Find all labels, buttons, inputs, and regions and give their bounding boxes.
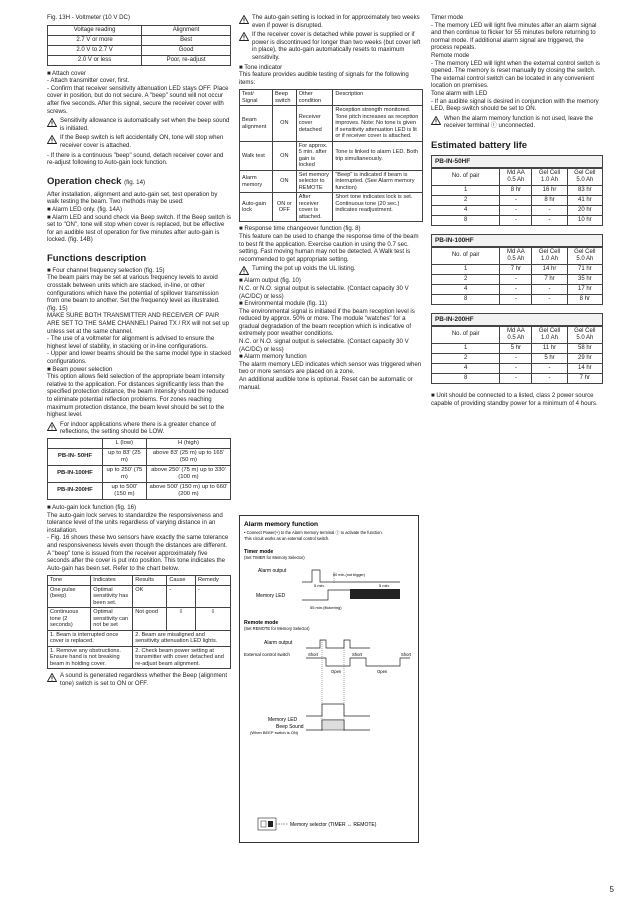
flicker-block bbox=[350, 589, 400, 599]
table-cell: ON or OFF bbox=[272, 193, 296, 222]
table-row bbox=[432, 294, 603, 304]
table-cell: 1 bbox=[432, 264, 500, 274]
table-row bbox=[48, 465, 231, 482]
table-row bbox=[48, 585, 231, 608]
table-header: Gel Cell 1.0 Ah bbox=[532, 168, 567, 185]
frequency-note-1: - The use of a voltmeter for alignment is advised to ensure the highest level of stability, in stacking or in-line configurations. bbox=[47, 335, 215, 350]
table-row bbox=[240, 106, 423, 142]
table-cell: - bbox=[500, 353, 532, 363]
warning-icon bbox=[47, 422, 57, 431]
table-cell: 14 hr bbox=[532, 264, 567, 274]
alarm-output-label-2: Alarm output bbox=[264, 640, 293, 646]
table-cell: 1. Beam is interrupted once cover is replaced. bbox=[48, 630, 133, 646]
beep-label: Beep Sound bbox=[276, 724, 304, 730]
table-header: Remedy bbox=[195, 576, 230, 586]
table-row bbox=[240, 170, 423, 193]
table-header: Other condition bbox=[296, 90, 333, 106]
table-cell: 83 hr bbox=[567, 185, 602, 195]
battery-note: ■ Unit should be connected to a listed, class 2 power source capable of providing standby power for a minimum of 4 hours. bbox=[431, 391, 598, 407]
table-cell: 8 bbox=[432, 373, 500, 383]
warning-text: If the Beep switch is left accidentally ON, tone will stop when receiver cover is attached. bbox=[60, 134, 224, 149]
table-cell: above 500' (150 m) up to 660' (200 m) bbox=[146, 482, 230, 499]
table-header: Results bbox=[133, 576, 167, 586]
alarm-output-text: N.C. or N.O. signal output is selectable. (Contact capacity 30 V (AC/DC) or less) bbox=[239, 284, 409, 300]
table-row bbox=[432, 284, 603, 294]
memory-led-trace-2 bbox=[306, 704, 370, 716]
table-cell: 8 bbox=[432, 294, 500, 304]
t55-label: 55 min.(flickering) bbox=[310, 605, 342, 610]
table-row bbox=[432, 274, 603, 284]
table-cell: 8 hr bbox=[567, 294, 602, 304]
operation-check-heading bbox=[47, 176, 231, 188]
timer-mode-sub: (Set TIMER for Memory Selector) bbox=[244, 555, 305, 560]
page-number: 5 bbox=[609, 885, 614, 894]
table-cell: 11 hr bbox=[532, 343, 567, 353]
frequency-caps: MAKE SURE BOTH TRANSMITTER AND RECEIVER OF PAIR ARE SET TO THE SAME CHANNEL! Paired TX / RX will not set up unless set at the same channel. bbox=[47, 312, 229, 335]
short-1: Short bbox=[308, 652, 319, 657]
table-row bbox=[48, 482, 231, 499]
battery-table-title: PB-IN-100HF bbox=[431, 234, 603, 247]
table-header: Gel Cell 5.0 Ah bbox=[567, 247, 602, 264]
table-cell: 35 hr bbox=[567, 274, 602, 284]
t5b-label: 5 min. bbox=[379, 583, 390, 588]
alarm-output-trace-2 bbox=[306, 640, 370, 648]
warning-icon bbox=[47, 118, 57, 127]
table-cell: 2.0 V to 2.7 V bbox=[48, 45, 142, 55]
table-row bbox=[48, 608, 231, 631]
table-cell: up to 83' (25 m) bbox=[102, 448, 146, 465]
timer-mode-heading: Timer mode bbox=[431, 14, 464, 21]
warning-note bbox=[47, 117, 231, 132]
table-row bbox=[432, 363, 603, 373]
warning-text: A sound is generated regardless whether the Beep (alignment tone) switch is set to ON or OFF. bbox=[60, 672, 228, 687]
timer-mode-text: - The memory LED will light five minutes after an alarm signal and then continue to flicker for 55 minutes before returning to normal mode. If additional alarm signal are triggered, the process repeats. bbox=[431, 21, 597, 52]
warning-text: The auto-gain setting is locked in for approximately two weeks even if power is disrupted. bbox=[252, 14, 420, 29]
alarm-output-label: Alarm output bbox=[258, 568, 287, 574]
external-switch-trace bbox=[306, 658, 410, 666]
table-cell: Good bbox=[142, 45, 231, 55]
table-header: No. of pair bbox=[432, 168, 500, 185]
frequency-text: The beam pairs may be set at various frequency levels to avoid crosstalk between units which are stacked, in-line, or other configurations which have the potential of spillover transmission from one beam to another. Set the frequency level as illustrated. (fig. 15) bbox=[47, 274, 220, 312]
diagram-title: Alarm memory function bbox=[244, 521, 319, 528]
warning-icon bbox=[431, 116, 441, 125]
table-cell: - bbox=[532, 284, 567, 294]
table-cell: 2. Check beam power setting at transmitter with cover detached and re-adjust beam alignment. bbox=[133, 646, 231, 669]
table-cell: - bbox=[532, 294, 567, 304]
table-header: No. of pair bbox=[432, 326, 500, 343]
heading-fig-ref: (fig. 14) bbox=[124, 178, 146, 186]
table-header: Gel Cell 1.0 Ah bbox=[532, 247, 567, 264]
warning-text: Turning the pot up voids the UL listing. bbox=[252, 265, 356, 273]
table-cell: 4 bbox=[432, 363, 500, 373]
table-row bbox=[240, 141, 423, 170]
table-cell: - bbox=[532, 363, 567, 373]
warning-text: For indoor applications where there is a greater chance of reflections, the setting should be LOW. bbox=[60, 420, 216, 436]
alarm-memory-bullet: ■ Alarm memory function bbox=[239, 353, 307, 361]
table-cell: Best bbox=[142, 35, 231, 45]
table-header: H (high) bbox=[146, 438, 230, 448]
table-header: Description bbox=[333, 90, 423, 106]
table-cell: 14 hr bbox=[567, 363, 602, 373]
heading-text: Operation check bbox=[47, 175, 122, 187]
environmental-bullet: ■ Environmental module (fig. 11) bbox=[239, 300, 327, 308]
remote-mode-label: Remote mode bbox=[244, 620, 279, 626]
table-cell: Poor, re-adjust bbox=[142, 55, 231, 65]
table-row bbox=[48, 646, 231, 669]
table-header: Gel Cell 5.0 Ah bbox=[567, 168, 602, 185]
alarm-memory-diagram bbox=[239, 515, 419, 843]
table-cell: - bbox=[500, 284, 532, 294]
diagram-note-2: This circuit works as an external control switch. bbox=[244, 536, 330, 541]
table-header: Indicates bbox=[91, 576, 133, 586]
table-cell: 2 bbox=[432, 274, 500, 284]
memory-led-label: Memory LED bbox=[256, 593, 286, 599]
memory-selector-label: Memory selector (TIMER ↔ REMOTE) bbox=[290, 822, 377, 828]
table-cell: - bbox=[500, 373, 532, 383]
table-row bbox=[432, 373, 603, 383]
battery-table-200hf bbox=[431, 326, 603, 384]
table-row bbox=[432, 215, 603, 225]
warning-icon bbox=[239, 15, 249, 24]
fig13-caption: Fig. 13H - Voltmeter (10 V DC) bbox=[47, 14, 130, 21]
warning-icon bbox=[47, 673, 57, 682]
table-cell: 2. Beam are misaligned and sensitivity attenuation LED lights. bbox=[133, 630, 231, 646]
table-cell: above 83' (25 m) up to 165' (50 m) bbox=[146, 448, 230, 465]
table-cell: Reception strength monitored. Tone pitch increases as reception improves. Note: No tone is given if sensitivity attenuation LED is lit or if receiver cover is attached. bbox=[333, 106, 423, 142]
table-cell: 1 bbox=[432, 185, 500, 195]
table-row bbox=[48, 55, 231, 65]
tone-indicator-bullet: ■ Tone indicator bbox=[239, 63, 283, 71]
auto-gain-note: - Fig. 16 shows these two sensors have exactly the same tolerance and responsiveness levels even though the distances are different. bbox=[47, 534, 229, 549]
table-cell: - bbox=[500, 274, 532, 284]
table-header: Md AA 0.5 Ah bbox=[500, 326, 532, 343]
table-row bbox=[432, 353, 603, 363]
response-bullet: ■ Response time changeover function (fig. 8) bbox=[239, 225, 361, 233]
alarm-output-bullet: ■ Alarm output (fig. 10) bbox=[239, 277, 301, 285]
table-header: Tone bbox=[48, 576, 91, 586]
table-cell: - bbox=[500, 215, 532, 225]
table-header: No. of pair bbox=[432, 247, 500, 264]
table-cell: 2.0 V or less bbox=[48, 55, 142, 65]
warning-note bbox=[239, 31, 423, 61]
table-row bbox=[48, 35, 231, 45]
voltage-table bbox=[47, 25, 231, 66]
table-row bbox=[432, 264, 603, 274]
timer-mode-label: Timer mode bbox=[244, 549, 274, 555]
warning-icon bbox=[239, 32, 249, 41]
tone-alarm-text: - If an audible signal is desired in conjunction with the memory LED, Beep switch should be set to ON. bbox=[431, 97, 599, 113]
short-3: Short bbox=[401, 652, 412, 657]
table-cell: 71 hr bbox=[567, 264, 602, 274]
auto-gain-text: The auto-gain lock serves to standardize the responsiveness and tolerance level of the units regardless of varying distance in an installation. bbox=[47, 511, 223, 534]
table-cell: 4 bbox=[432, 284, 500, 294]
table-header: Gel Cell 1.0 Ah bbox=[532, 326, 567, 343]
table-cell: Short tone indicates lock is set. Continuous tone (20 sec.) indicates readjustment. bbox=[333, 193, 423, 222]
table-row bbox=[432, 205, 603, 215]
warning-icon bbox=[47, 135, 57, 144]
table-cell: 41 hr bbox=[567, 195, 602, 205]
table-header: Beep switch bbox=[272, 90, 296, 106]
table-cell: PB-IN- 50HF bbox=[48, 448, 103, 465]
table-cell: - bbox=[532, 215, 567, 225]
t5a-label: 5 min. bbox=[314, 583, 325, 588]
voltage-header: Voltage reading bbox=[48, 25, 142, 35]
open-1: Open bbox=[331, 669, 342, 674]
table-cell: Beam alignment bbox=[240, 106, 273, 142]
table-cell: Tone is linked to alarm LED. Both trip simultaneously. bbox=[333, 141, 423, 170]
table-cell: - bbox=[167, 585, 196, 608]
table-cell: ⇩ bbox=[167, 608, 196, 631]
warning-text: Sensitivity allowance is automatically set when the beep sound is initiated. bbox=[60, 117, 230, 132]
table-cell: 2.7 V or more bbox=[48, 35, 142, 45]
environmental-text-2: N.C. or N.O. signal output is selectable. (Contact capacity 30 V (AC/DC) or less) bbox=[239, 338, 409, 353]
table-cell: For approx. 5 min. after gain is locked bbox=[296, 141, 333, 170]
column-3 bbox=[431, 14, 603, 407]
table-cell: 8 hr bbox=[500, 185, 532, 195]
external-switch-label: External control switch bbox=[244, 652, 290, 657]
warning-note bbox=[239, 265, 423, 275]
environmental-text: The environmental signal is initiated if the beam reception level is reduced by approx. 50% or more. The module "watches" for a gradual degradation of the beam reception which is indicative of extremely poor weather conditions. bbox=[239, 307, 415, 338]
warning-note bbox=[239, 14, 423, 29]
table-cell: 8 hr bbox=[532, 195, 567, 205]
battery-table-title: PB-IN-200HF bbox=[431, 313, 603, 326]
remote-mode-heading: Remote mode bbox=[431, 51, 470, 59]
battery-table-title: PB-IN-50HF bbox=[431, 155, 603, 168]
memory-selector-switch bbox=[258, 818, 276, 830]
tone-alarm-heading: Tone alarm with LED bbox=[431, 89, 488, 97]
table-cell: 5 hr bbox=[532, 353, 567, 363]
warning-text: If the receiver cover is detached while power is supplied or if power is discontinued for longer than two weeks (but cover left in place), the auto-gain automatically resets to maximum sensitivity. bbox=[252, 31, 421, 61]
table-header: Md AA 0.5 Ah bbox=[500, 247, 532, 264]
battery-table-50hf bbox=[431, 168, 603, 226]
t60-label: 60 min.(not trigger) bbox=[333, 573, 366, 577]
table-cell: - bbox=[195, 585, 230, 608]
table-cell: Receiver cover detached bbox=[296, 106, 333, 142]
attach-step-1: - Attach transmitter cover, first. bbox=[47, 77, 130, 85]
table-cell: - bbox=[500, 205, 532, 215]
warning-icon bbox=[239, 266, 249, 275]
table-row bbox=[432, 185, 603, 195]
warning-note bbox=[431, 115, 603, 130]
table-header: L (low) bbox=[102, 438, 146, 448]
table-cell: Set memory selector to REMOTE bbox=[296, 170, 333, 193]
operation-text: After installation, alignment and auto-gain set, test operation by walk testing the beam. Two methods may be used: bbox=[47, 190, 218, 206]
table-cell: - bbox=[532, 373, 567, 383]
table-row bbox=[432, 195, 603, 205]
table-cell: ON bbox=[272, 141, 296, 170]
table-header: Gel Cell 5.0 Ah bbox=[567, 326, 602, 343]
table-cell: 1. Remove any obstructions. Ensure hand is not breaking beam in holding cover. bbox=[48, 646, 133, 669]
warning-text: When the alarm memory function is not used, leave the receiver terminal ⓣ unconnected. bbox=[444, 114, 594, 130]
frequency-bullet: ■ Four channel frequency selection (fig. 15) bbox=[47, 266, 165, 274]
timing-diagram bbox=[240, 516, 420, 844]
table-row bbox=[48, 45, 231, 55]
table-cell: 20 hr bbox=[567, 205, 602, 215]
table-cell: 29 hr bbox=[567, 353, 602, 363]
column-2 bbox=[239, 14, 423, 391]
table-cell: 58 hr bbox=[567, 343, 602, 353]
table-row bbox=[48, 448, 231, 465]
table-header bbox=[48, 438, 103, 448]
tone-table bbox=[47, 575, 231, 669]
table-cell: PB-IN-200HF bbox=[48, 482, 103, 499]
table-cell: above 250' (75 m) up to 330' (100 m) bbox=[146, 465, 230, 482]
table-row bbox=[240, 193, 423, 222]
table-cell: 2 bbox=[432, 195, 500, 205]
battery-table-100hf bbox=[431, 247, 603, 305]
tone-indicator-text: This feature provides audible testing of signals for the following items: bbox=[239, 71, 409, 86]
beam-power-bullet: ■ Beam power selection bbox=[47, 365, 113, 373]
table-cell: up to 250' (75 m) bbox=[102, 465, 146, 482]
table-cell: 16 hr bbox=[532, 185, 567, 195]
table-cell: After receiver cover is attached. bbox=[296, 193, 333, 222]
table-cell: One pulse (beep) bbox=[48, 585, 91, 608]
functions-heading: Functions description bbox=[47, 252, 147, 264]
table-header: Cause bbox=[167, 576, 196, 586]
attach-cover-bullet: ■ Attach cover bbox=[47, 69, 86, 77]
alarm-memory-text: The alarm memory LED indicates which sensor was triggered when two or more sensors are placed on a zone. bbox=[239, 360, 422, 376]
table-cell: Not good bbox=[133, 608, 167, 631]
remote-mode-sub: (Set REMOTE for Memory Selector) bbox=[244, 626, 310, 631]
operation-bullet-1: ■ Alarm LED only. (fig. 14A) bbox=[47, 205, 123, 213]
table-cell: "Beep" is indicated if beam is interrupted. (See Alarm memory function) bbox=[333, 170, 423, 193]
attach-step-3: - If there is a continuous "beep" sound, detach receiver cover and re-adjust following to Auto-gain lock function. bbox=[47, 151, 224, 167]
alignment-header: Alignment bbox=[142, 25, 231, 35]
table-cell: 7 hr bbox=[500, 264, 532, 274]
table-cell: 4 bbox=[432, 205, 500, 215]
table-cell: - bbox=[500, 195, 532, 205]
table-cell: - bbox=[532, 205, 567, 215]
table-cell: 10 hr bbox=[567, 215, 602, 225]
table-header: Test/ Signal bbox=[240, 90, 273, 106]
alarm-memory-text-2: An additional audible tone is optional. Reset can be automatic or manual. bbox=[239, 376, 413, 391]
warning-note bbox=[47, 421, 231, 436]
table-cell: 7 hr bbox=[567, 373, 602, 383]
table-cell: Continuous tone (2 seconds) bbox=[48, 608, 91, 631]
table-cell: OK bbox=[133, 585, 167, 608]
short-2: Short bbox=[352, 652, 363, 657]
warning-note bbox=[47, 134, 231, 149]
auto-gain-text-2: A "beep" tone is issued from the receiver approximately five seconds after the cover is put into position. This tone indicates the Auto-gain has been set. Refer to the chart below. bbox=[47, 549, 226, 572]
table-row bbox=[432, 343, 603, 353]
table-cell: Optimal sensitivity can not be set bbox=[91, 608, 133, 631]
open-2: Open bbox=[377, 669, 388, 674]
table-cell: 17 hr bbox=[567, 284, 602, 294]
table-cell: ON bbox=[272, 106, 296, 142]
table-row bbox=[48, 630, 231, 646]
table-cell: PB-IN-100HF bbox=[48, 465, 103, 482]
beam-power-table bbox=[47, 438, 231, 500]
table-cell: Walk test bbox=[240, 141, 273, 170]
table-cell: Auto-gain lock bbox=[240, 193, 273, 222]
table-cell: - bbox=[500, 363, 532, 373]
table-cell: Optimal sensitivity has been set. bbox=[91, 585, 133, 608]
table-cell: 8 bbox=[432, 215, 500, 225]
frequency-note-2: - Upper and lower beams should be the same model type in stacked configurations. bbox=[47, 350, 231, 365]
beam-power-text: This option allows field selection of the appropriate beam intensity relative to the application. For distances significantly less than the specified protection distance, the beam intensity should be reduced to eliminate potential reflection problems. For zones reaching maximum protection distance, the beam level should be set to the highest level. bbox=[47, 373, 229, 419]
table-cell: up to 500' (150 m) bbox=[102, 482, 146, 499]
table-cell: ⇩ bbox=[195, 608, 230, 631]
diagram-note-1: • Connect Power(+) to the Alarm memory terminal ⓣ to activate the function. bbox=[244, 530, 383, 535]
battery-heading: Estimated battery life bbox=[431, 139, 528, 151]
table-cell: 7 hr bbox=[532, 274, 567, 284]
response-text: This feature can be used to change the response time of the beam to best fit the application. Exercise caution in using the 0.7 sec. setting. Fast moving human may not be detected. A Walk test is recommended to get appropriate setting. bbox=[239, 232, 419, 263]
auto-gain-bullet: ■ Auto-gain lock function (fig. 16) bbox=[47, 503, 137, 511]
beep-sub: (When BEEP switch is ON) bbox=[250, 730, 299, 735]
tone-indicator-table bbox=[239, 89, 423, 222]
table-cell: - bbox=[500, 294, 532, 304]
table-cell: 2 bbox=[432, 353, 500, 363]
memory-led-label-2: Memory LED bbox=[268, 717, 298, 723]
remote-mode-text: - The memory LED will light when the external control switch is opened. The memory is reset manually by closing the switch. The external control switch can be located in any convenient location on premises. bbox=[431, 59, 600, 90]
table-cell: 5 hr bbox=[500, 343, 532, 353]
table-header: Md AA 0.5 Ah bbox=[500, 168, 532, 185]
attach-step-2: - Confirm that receiver sensitivity attenuation LED stays OFF. Place cover in position, but do not secure. A "beep" sound will not occur after five seconds. After this signal, secure the receiver cover with screws. bbox=[47, 84, 229, 115]
table-cell: Alarm memory bbox=[240, 170, 273, 193]
table-cell: 1 bbox=[432, 343, 500, 353]
column-1 bbox=[47, 14, 231, 689]
table-cell: ON bbox=[272, 170, 296, 193]
operation-bullet-2: ■ Alarm LED and sound check via Beep switch. If the Beep switch is set to "ON", tone will stop when cover is replaced, but be effective for an audible test of operation for five minutes after auto-gain is locked. (fig. 14B) bbox=[47, 213, 231, 244]
warning-note bbox=[47, 672, 231, 687]
